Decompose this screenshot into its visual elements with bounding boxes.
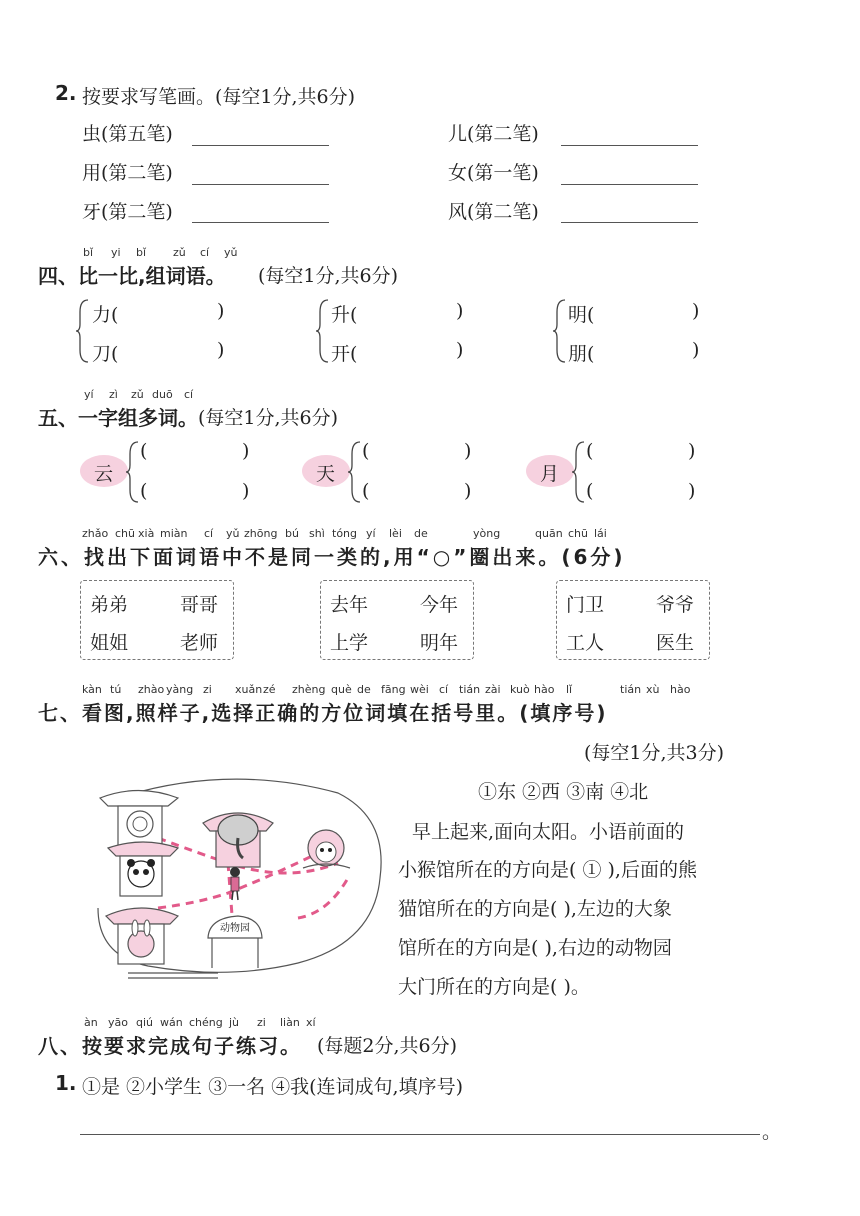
close-paren[interactable]: ) (692, 300, 700, 322)
close-paren[interactable]: ) (688, 480, 696, 502)
q1-number: 1. (55, 1071, 77, 1095)
passage-line: 馆所在的方向是( ),右边的动物园 (398, 937, 672, 959)
group-char: 云 (94, 463, 114, 485)
section-6-title: 六、找出下面词语中不是同一类的,用“○”圈出来。(6分) (38, 545, 626, 569)
word-item[interactable]: 上学 (330, 632, 369, 654)
pinyin: cí (204, 527, 214, 540)
q2-item-label: 牙(第二笔) (82, 201, 173, 223)
pair-word: 明( (568, 304, 595, 326)
section-5-title: 五、一字组多词。 (38, 406, 198, 430)
answer-line[interactable] (80, 1134, 760, 1135)
close-paren[interactable]: ) (456, 300, 464, 322)
word-item[interactable]: 门卫 (566, 594, 605, 616)
pinyin: kàn (82, 683, 102, 696)
answer-blank[interactable] (192, 184, 329, 185)
q2-item-label: 风(第二笔) (448, 201, 539, 223)
pinyin: kuò (510, 683, 530, 696)
pinyin: jù (229, 1016, 240, 1029)
pinyin: quān (535, 527, 563, 540)
close-paren[interactable]: ) (242, 440, 250, 462)
section-7-score: (每空1分,共3分) (584, 742, 725, 764)
word-item[interactable]: 去年 (330, 594, 369, 616)
close-paren[interactable]: ) (242, 480, 250, 502)
pair-word: 刀( (92, 343, 119, 365)
pinyin: fāng (381, 683, 406, 696)
direction-options: ①东 ②西 ③南 ④北 (478, 781, 649, 803)
pinyin: chéng (189, 1016, 223, 1029)
pair-word: 朋( (568, 343, 595, 365)
group-char: 月 (540, 463, 560, 485)
pinyin: lái (594, 527, 607, 540)
pinyin: zhōng (244, 527, 278, 540)
brace-icon (572, 440, 586, 504)
pinyin: duō (152, 388, 173, 401)
answer-blank[interactable] (192, 145, 329, 146)
pinyin: qiú (136, 1016, 154, 1029)
open-paren[interactable]: ( (362, 480, 370, 502)
section-4-title: 四、比一比,组词语。 (38, 264, 226, 288)
pinyin: yòng (473, 527, 501, 540)
close-paren[interactable]: ) (464, 480, 472, 502)
pinyin: chū (568, 527, 588, 540)
section-8-score: (每题2分,共6分) (317, 1035, 458, 1057)
pinyin: bú (285, 527, 299, 540)
pinyin: lèi (389, 527, 402, 540)
pinyin: chū (115, 527, 135, 540)
pinyin: hào (534, 683, 555, 696)
zoo-gate-sign: 动物园 (220, 923, 250, 934)
section-7-title: 七、看图,照样子,选择正确的方位词填在括号里。(填序号) (38, 701, 608, 725)
pinyin: de (357, 683, 371, 696)
pinyin: cí (184, 388, 194, 401)
pinyin: zǔ (173, 246, 186, 259)
pinyin: tú (110, 683, 122, 696)
word-item[interactable]: 医生 (656, 632, 695, 654)
word-item[interactable]: 姐姐 (90, 632, 129, 654)
passage-line: 小猴馆所在的方向是( ① ),后面的熊 (398, 859, 697, 881)
q2-item-label: 儿(第二笔) (448, 123, 539, 145)
open-paren[interactable]: ( (140, 440, 148, 462)
pinyin: àn (84, 1016, 98, 1029)
pinyin: zài (485, 683, 501, 696)
pinyin: miàn (160, 527, 188, 540)
word-item[interactable]: 工人 (566, 632, 605, 654)
q2-title: 按要求写笔画。(每空1分,共6分) (82, 86, 356, 108)
answer-blank[interactable] (192, 222, 329, 223)
pinyin: yǔ (226, 527, 240, 540)
brace-icon (348, 440, 362, 504)
word-item[interactable]: 哥哥 (180, 594, 219, 616)
close-paren[interactable]: ) (456, 339, 464, 361)
pinyin: yāo (108, 1016, 128, 1029)
pinyin: yǔ (224, 246, 238, 259)
close-paren[interactable]: ) (692, 339, 700, 361)
q2-number: 2. (55, 81, 77, 105)
open-paren[interactable]: ( (586, 480, 594, 502)
brace-icon (316, 298, 330, 364)
word-item[interactable]: 明年 (420, 632, 459, 654)
q2-item-label: 女(第一笔) (448, 162, 539, 184)
zoo-map-illustration (78, 768, 390, 988)
open-paren[interactable]: ( (586, 440, 594, 462)
open-paren[interactable]: ( (362, 440, 370, 462)
passage-line: 大门所在的方向是( )。 (398, 976, 590, 998)
passage-line: 猫馆所在的方向是( ),左边的大象 (398, 898, 672, 920)
pinyin: hào (670, 683, 691, 696)
pinyin: xí (306, 1016, 316, 1029)
pinyin: xù (646, 683, 660, 696)
pinyin: zi (257, 1016, 266, 1029)
pinyin: yàng (166, 683, 194, 696)
pinyin: cí (439, 683, 449, 696)
close-paren[interactable]: ) (217, 300, 225, 322)
pinyin: lǐ (566, 683, 573, 696)
answer-blank[interactable] (561, 145, 698, 146)
pinyin: zhào (138, 683, 165, 696)
q2-item-label: 用(第二笔) (82, 162, 173, 184)
close-paren[interactable]: ) (688, 440, 696, 462)
pinyin: wán (160, 1016, 183, 1029)
word-item[interactable]: 老师 (180, 632, 219, 654)
pinyin: zé (263, 683, 276, 696)
pinyin: zhǎo (82, 527, 109, 540)
pinyin: yí (84, 388, 94, 401)
q1-text: ①是 ②小学生 ③一名 ④我(连词成句,填序号) (82, 1076, 463, 1098)
q2-item-label: 虫(第五笔) (82, 123, 173, 145)
section-8-title: 八、按要求完成句子练习。 (38, 1034, 302, 1058)
section-4-score: (每空1分,共6分) (258, 265, 399, 287)
group-char: 天 (316, 463, 336, 485)
word-item[interactable]: 今年 (420, 594, 459, 616)
pair-word: 力( (92, 304, 119, 326)
pinyin: xià (138, 527, 155, 540)
pinyin: tóng (332, 527, 357, 540)
pinyin: zi (203, 683, 212, 696)
open-paren[interactable]: ( (140, 480, 148, 502)
pinyin: yí (366, 527, 376, 540)
pinyin: zhèng (292, 683, 326, 696)
pinyin: de (414, 527, 428, 540)
pinyin: zì (109, 388, 118, 401)
pinyin: zǔ (131, 388, 144, 401)
passage-line: 早上起来,面向太阳。小语前面的 (412, 821, 685, 843)
pinyin: tián (620, 683, 642, 696)
brace-icon (76, 298, 90, 364)
close-paren[interactable]: ) (464, 440, 472, 462)
pinyin: què (331, 683, 352, 696)
pair-word: 开( (331, 343, 358, 365)
pinyin: bǐ (136, 246, 147, 259)
pinyin: bǐ (83, 246, 94, 259)
pair-word: 升( (331, 304, 358, 326)
pinyin: xuǎn (235, 683, 263, 696)
brace-icon (126, 440, 140, 504)
pinyin: cí (200, 246, 210, 259)
pinyin: liàn (280, 1016, 300, 1029)
pinyin: yi (111, 246, 121, 259)
word-item[interactable]: 爷爷 (656, 594, 695, 616)
word-item[interactable]: 弟弟 (90, 594, 129, 616)
close-paren[interactable]: ) (217, 339, 225, 361)
brace-icon (553, 298, 567, 364)
pinyin: wèi (410, 683, 429, 696)
pinyin: tián (459, 683, 481, 696)
end-mark: 。 (762, 1121, 782, 1143)
answer-blank[interactable] (561, 184, 698, 185)
pinyin: shì (309, 527, 325, 540)
section-5-score: (每空1分,共6分) (198, 407, 339, 429)
answer-blank[interactable] (561, 222, 698, 223)
